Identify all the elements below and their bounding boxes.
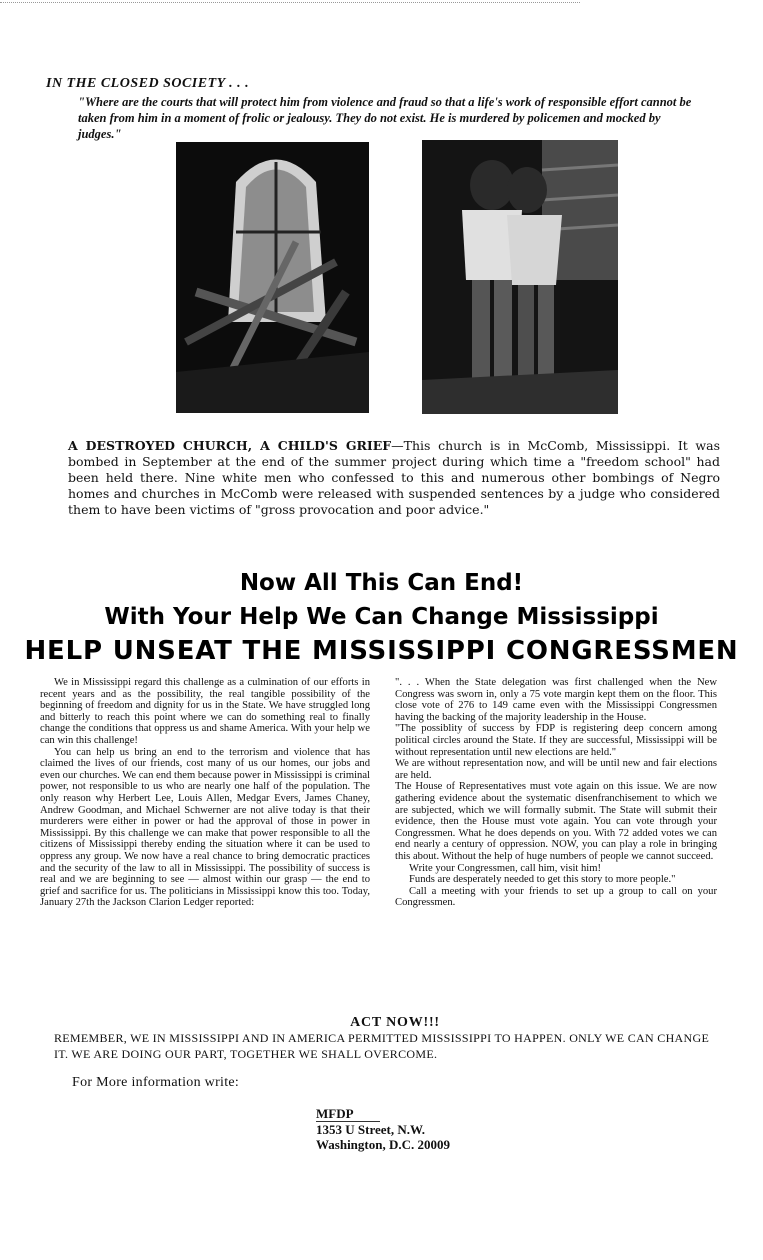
caption-body: —This church is in McComb, Mississippi. It was bombed in September at the end of the summer project during which time a "freedom school" had been held there. Nine white men who confessed to this and numerous other bombings of Negro homes and churches in McComb were released with suspended sentences by a judge who considered them to have been victims of "gross provocation and poor advice.": [68, 438, 720, 517]
left-paragraph-1: We in Mississippi regard this challenge as a culmination of our efforts in recent years and as the possibility, the real tangible possibility of the beginning of freedom and dignity for us in the State. We have struggled long and bitterly to reach this point where we can do something real to finally change the conditions that oppress us and shame America. With your help we can win this challenge!: [40, 677, 370, 746]
address-city: Washington, D.C. 20009: [316, 1137, 450, 1152]
mailing-address: [316, 1106, 450, 1153]
right-paragraph-3: We are without representation now, and will be until new and fair elections are held.: [395, 758, 717, 781]
headline-change-mississippi: With Your Help We Can Change Mississippi: [104, 604, 659, 630]
headline-now-all-this-can-end: Now All This Can End!: [239, 570, 524, 596]
address-org: MFDP: [316, 1106, 380, 1122]
top-border-dots: [0, 2, 580, 3]
right-paragraph-2: "The possiblity of success by FDP is registering deep concern among political circles around the State. If they are successful, Mississippi will be without representation until new elections are held.": [395, 723, 717, 758]
right-paragraph-6: Funds are desperately needed to get this story to more people.": [409, 874, 676, 886]
caption-lead: A DESTROYED CHURCH, A CHILD'S GRIEF: [68, 438, 392, 453]
right-column: [395, 677, 717, 909]
headline-unseat-congressmen: HELP UNSEAT THE MISSISSIPPI CONGRESSMEN: [24, 636, 739, 666]
left-paragraph-2: You can help us bring an end to the terrorism and violence that has claimed the lives of our friends, cost many of us our homes, our jobs and even our churches. We can end them because power in Mississippi is criminal power, not responsible to us who are nearly one half of the population. The only reason why Herbert Lee, Louis Allen, Medgar Evers, James Chaney, Andrew Goodman, and Michael Schwerner are not alive today is that their murderers were either in power or had the approval of those in power in Mississippi. By this challenge we can make that power responsible to all the citizens of Mississippi thereby ending the situation where it can be used to oppress any group. We now have a real chance to bring democratic practices and the security of the law to all in Mississippi. The possibility of success is real and we are beginning to see — almost within our grasp — the end to grief and sacrifice for us. The politicians in Mississippi know this too. Today, January 27th the Jackson Clarion Ledger reported:: [40, 746, 370, 909]
act-now-heading: ACT NOW!!!: [350, 1015, 440, 1030]
right-paragraph-7: Call a meeting with your friends to set up a group to call on your Congressmen.: [395, 885, 717, 909]
photo-caption: [68, 438, 720, 518]
address-street: 1353 U Street, N.W.: [316, 1121, 426, 1137]
intro-heading: IN THE CLOSED SOCIETY . . .: [46, 76, 250, 91]
destroyed-church-window-image: [176, 142, 369, 413]
more-info-label: For More information write:: [72, 1075, 240, 1090]
left-column: [40, 677, 370, 909]
children-photo: [422, 140, 618, 414]
two-children-image: [422, 140, 618, 414]
church-photo: [176, 142, 369, 413]
right-paragraph-5: Write your Congressmen, call him, visit him!: [409, 862, 601, 874]
intro-quote: "Where are the courts that will protect him from violence and fraud so that a life's work of responsible effort cannot be taken from him in a moment of frolic or jealousy. They do not exist. He is murdered by policemen and mocked by judges.": [78, 95, 692, 141]
right-paragraph-4: The House of Representatives must vote again on this issue. We are now gathering evidence about the systematic disenfranchisement to which we are subjected, which we will formally submit. The State will submit their evidence, then the House must vote again. You can vote through your Congressmen. What he does depends on you. With 72 added votes we can end nearly a century of oppression. NOW, you can play a role in bringing this about. Without the help of huge numbers of people we cannot succeed.: [395, 781, 717, 862]
remember-statement: REMEMBER, WE IN MISSISSIPPI AND IN AMERICA PERMITTED MISSISSIPPI TO HAPPEN. ONLY WE CAN CHANGE IT. WE ARE DOING OUR PART, TOGETHER WE SHALL OVERCOME.: [54, 1031, 710, 1061]
right-paragraph-1: ". . . When the State delegation was first challenged when the New Congress was sworn in, only a 75 vote margin kept them on the floor. This close vote of 276 to 149 came even with the Mississippi Congressmen having the backing of the majority leadership in the House.: [395, 677, 717, 723]
